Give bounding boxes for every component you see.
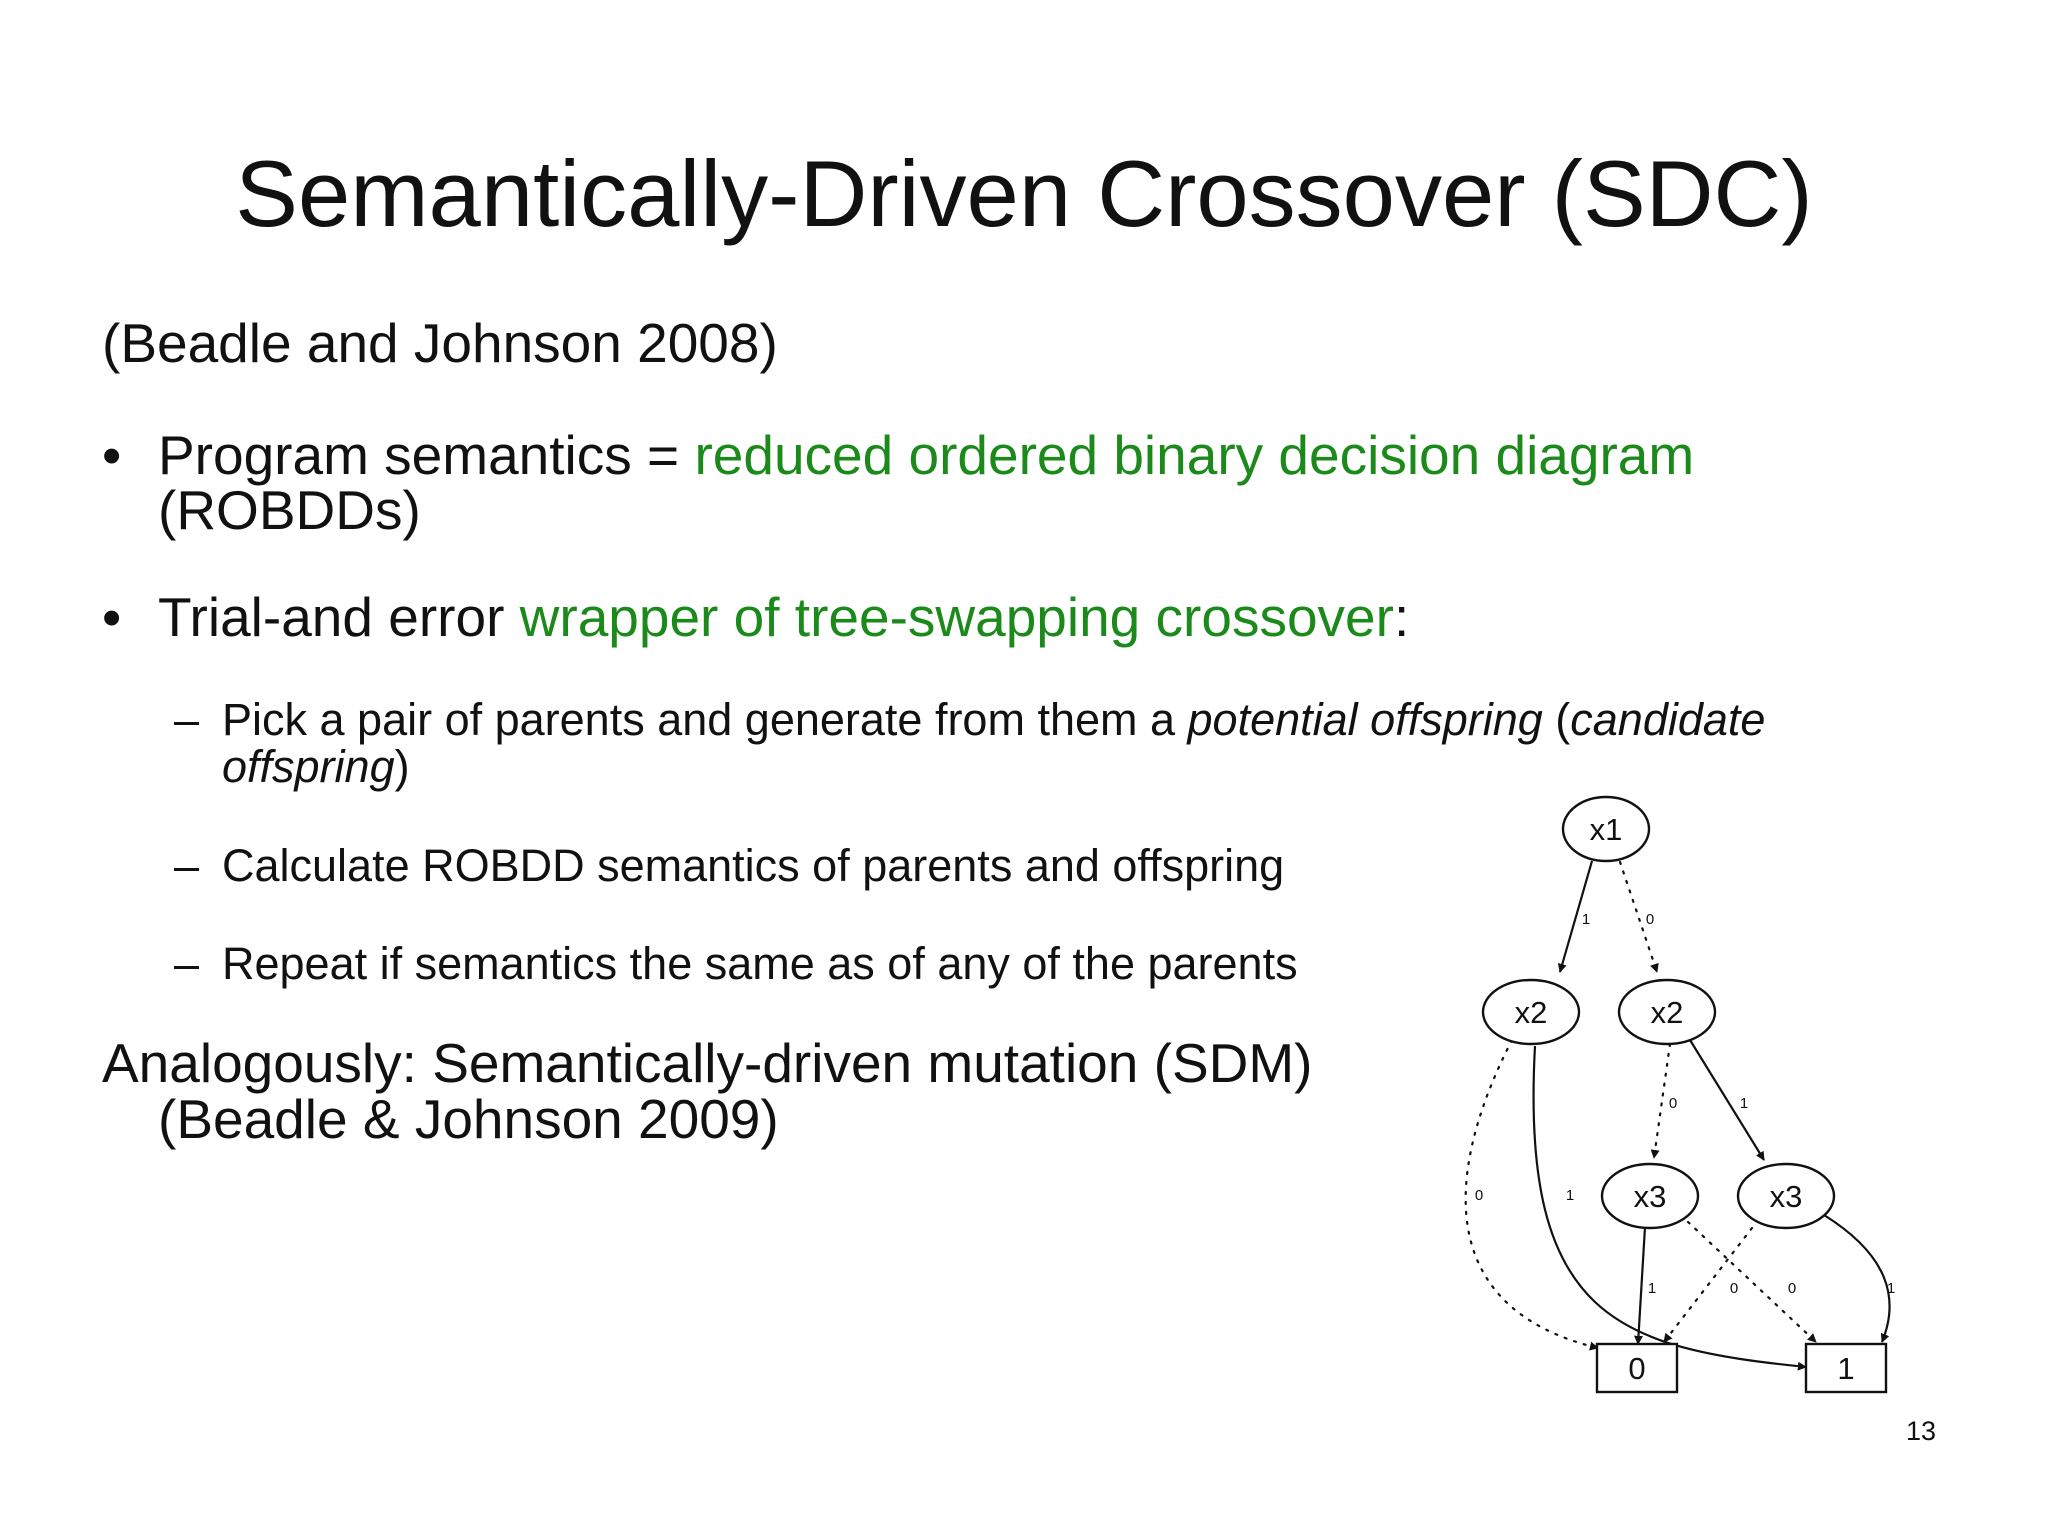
edge-label: 0 [1668,1095,1678,1112]
bullet-text-tail: : [1393,586,1410,648]
edge-label: 1 [1647,1280,1657,1297]
node-label-x2-right: x2 [1650,995,1684,1030]
analogously-line1: Analogously: Semantically-driven mutation (SDM) [102,1032,1313,1094]
bullet-text [158,424,1695,541]
sub-bullet-line2-italic: offspring [222,741,395,792]
sub-bullet-italic-a: potential offspring [1187,694,1543,745]
edge-label: 1 [1565,1187,1575,1204]
dash-marker: – [174,694,200,745]
dash-marker: – [174,938,200,989]
edge-label: 0 [1474,1187,1484,1204]
citation: (Beadle and Johnson 2008) [102,312,778,374]
sub-bullet-text [222,696,1765,790]
node-label-x1: x1 [1589,812,1623,847]
robdd-diagram [1450,790,1900,1410]
edge-label: 1 [1739,1095,1749,1112]
bullet-marker: • [102,586,122,648]
sub-bullet-text: Calculate ROBDD semantics of parents and offspring [222,840,1285,891]
node-label-terminal-1: 1 [1837,1351,1855,1386]
node-label-x2-left: x2 [1514,995,1548,1030]
dash-marker: – [174,840,200,891]
node-label-x3-right: x3 [1769,1179,1803,1214]
edge-x3r-0 [1664,1228,1752,1342]
node-label-terminal-0: 0 [1628,1351,1646,1386]
sub-bullet-lead: Pick a pair of parents and generate from them a [222,694,1188,745]
edge-label: 0 [1787,1280,1797,1297]
bullet-text-line2: (ROBDDs) [158,479,421,541]
sub-bullet-mid: ( [1542,694,1571,745]
node-label-x3-left: x3 [1633,1179,1667,1214]
slide-title: Semantically-Driven Crossover (SDC) [235,141,1813,246]
sub-bullet-italic-b: candidate [1570,694,1766,745]
edge-x2r-x3-left [1654,1044,1670,1158]
bullet-text-lead: Trial-and error [158,586,520,648]
bullet-highlight: wrapper of tree-swapping crossover [519,586,1394,648]
edge-x3l-1 [1688,1222,1816,1342]
analogously-paragraph [102,1032,1313,1150]
sub-bullet-text: Repeat if semantics the same as of any of the parents [222,938,1298,989]
edge-x2r-x3-right [1690,1040,1764,1160]
edge-label: 0 [1729,1280,1739,1297]
analogously-line2: (Beadle & Johnson 2009) [158,1088,779,1150]
page-number: 13 [1906,1416,1937,1446]
edge-label: 0 [1645,911,1655,928]
bullet-marker: • [102,424,122,486]
bullet-text [158,586,1410,648]
edge-label: 1 [1581,911,1591,928]
bullet-text-lead: Program semantics = [158,424,695,486]
edge-x3r-1 [1824,1215,1890,1342]
edge-label: 1 [1886,1280,1896,1297]
edge-x2l-0 [1466,1040,1598,1348]
bullet-highlight: reduced ordered binary decision diagram [694,424,1695,486]
edge-x3l-0 [1638,1227,1645,1344]
sub-bullet-line2-tail: ) [394,741,410,792]
